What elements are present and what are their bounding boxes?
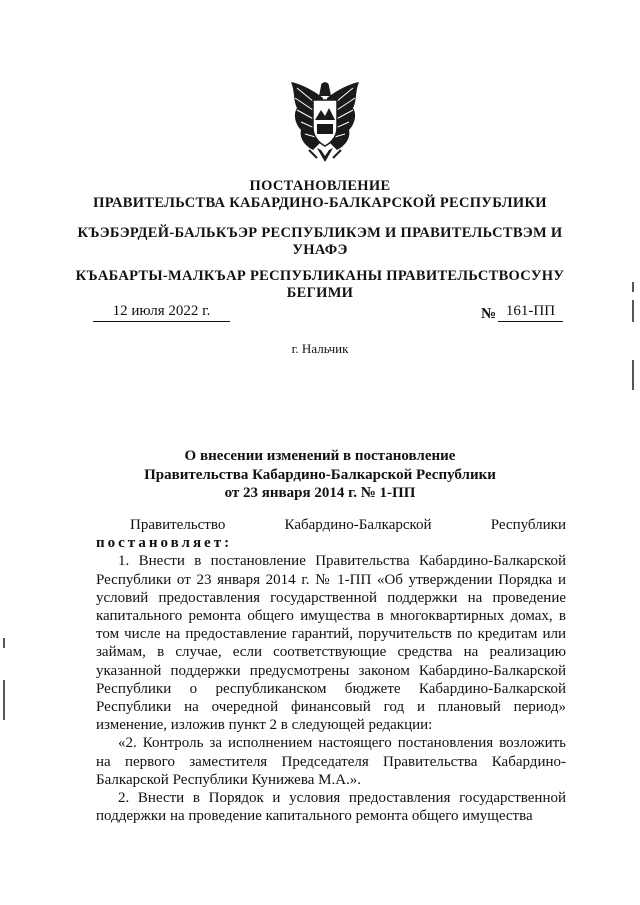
intro-line (96, 516, 566, 534)
header-line-2: ПРАВИТЕЛЬСТВА КАБАРДИНО-БАЛКАРСКОЙ РЕСПУБЛИКИ (93, 195, 547, 211)
decrees-word: постановляет: (96, 535, 233, 552)
decree-date: 12 июля 2022 г. (93, 303, 230, 322)
paragraph-1: 1. Внести в постановление Правительства Кабардино-Балкарской Республики от 23 января 2014 г. № 1-ПП «Об утверждении Порядка и условий предоставления государственной поддержки на проведение капитального ремонта общего имущества в многоквартирных домах, в том числе на предоставление гарантий, поручительств по кредитам или займам, в случае, если соответствующие средства на реализацию указанной поддержки предусмотрены законом Кабардино-Балкарской Республики о республиканском бюджете Кабардино-Балкарской Республики на очередной финансовый год и плановый период» изменение, изложив пункт 2 в следующей редакции: (96, 553, 566, 734)
number-sign: № (481, 306, 497, 322)
paragraph-3: 2. Внести в Порядок и условия предоставления государственной поддержки на проведение капитального ремонта общего имущества (96, 790, 566, 825)
header-balkar-line-2: БЕГИМИ (286, 285, 354, 301)
title-line-1: О внесении изменений в постановление (184, 448, 456, 464)
scan-mark (3, 680, 5, 720)
decree-header (60, 178, 580, 212)
header-line-1: ПОСТАНОВЛЕНИЕ (249, 178, 391, 194)
intro-word-1: Правительство (130, 517, 226, 533)
city: г. Нальчик (291, 341, 349, 356)
header-balkar-line-1: КЪАБАРТЫ-МАЛКЪАР РЕСПУБЛИКАНЫ ПРАВИТЕЛЬСТВОСУНУ (75, 268, 565, 284)
scan-mark (632, 282, 634, 292)
header-kabardian-line-1: КЪЭБЭРДЕЙ-БАЛЬКЪЭР РЕСПУБЛИКЭМ И ПРАВИТЕЛЬСТВЭМ И (77, 225, 563, 241)
scan-mark (632, 300, 634, 322)
intro-word-3: Республики (490, 517, 566, 533)
document-body (96, 516, 566, 825)
decree-number: 161-ПП (498, 303, 563, 322)
title-line-3: от 23 января 2014 г. № 1-ПП (224, 485, 416, 501)
title-line-2: Правительства Кабардино-Балкарской Республики (144, 466, 496, 483)
intro-word-2: Кабардино-Балкарской (284, 517, 432, 533)
header-kabardian-line-2: УНАФЭ (292, 242, 348, 258)
paragraph-2: «2. Контроль за исполнением настоящего постановления возложить на первого заместителя Председателя Правительства Кабардино-Балкарской Республики Кунижева М.А.». (96, 735, 566, 788)
header-balkar (60, 268, 580, 302)
scan-mark (3, 638, 5, 648)
coat-of-arms-icon (287, 78, 363, 164)
header-kabardian (60, 225, 580, 259)
scan-mark (632, 360, 634, 390)
document-title (100, 447, 540, 503)
